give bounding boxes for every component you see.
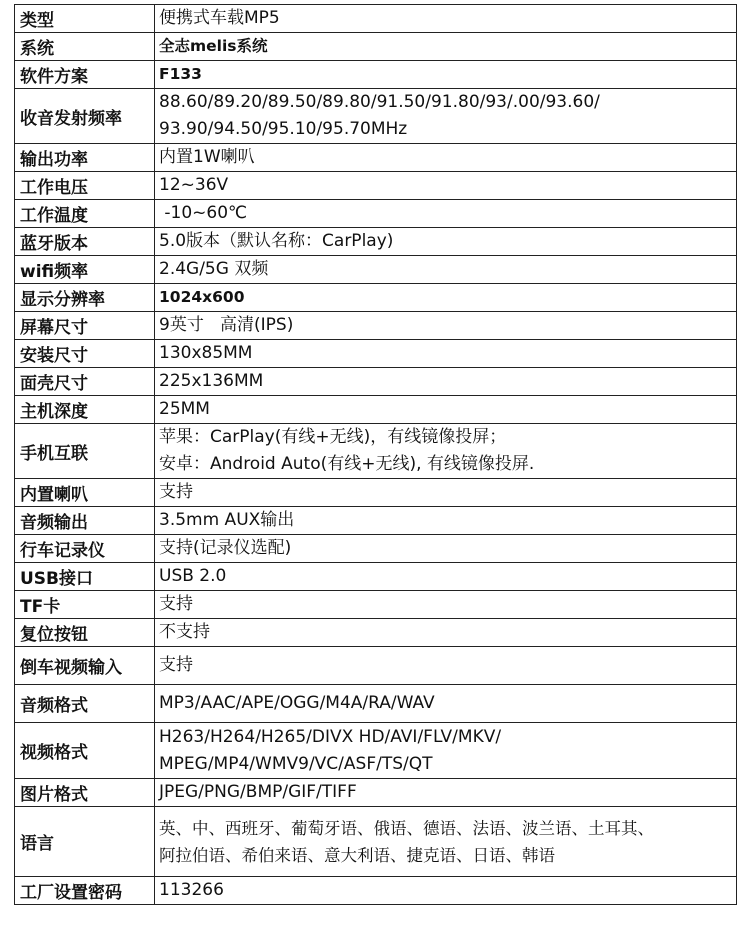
- value-line: 88.60/89.20/89.50/89.80/91.50/91.80/93/.00/93.60/: [159, 92, 600, 112]
- row-value: [155, 89, 737, 144]
- row-value: [155, 312, 737, 340]
- table-row: [15, 424, 737, 479]
- table-row: [15, 647, 737, 685]
- table-row: [15, 340, 737, 368]
- value-line: 9英寸 高清(IPS): [159, 315, 294, 335]
- row-value: [155, 685, 737, 723]
- row-value: [155, 172, 737, 200]
- row-value: [155, 200, 737, 228]
- row-value: [155, 535, 737, 563]
- value-line: 英、中、西班牙、葡萄牙语、俄语、德语、法语、波兰语、土耳其、: [159, 818, 654, 838]
- row-label: TF卡: [15, 591, 155, 619]
- row-label: 倒车视频输入: [15, 647, 155, 685]
- row-label: 显示分辨率: [15, 284, 155, 312]
- table-row: [15, 200, 737, 228]
- value-line: 支持: [159, 594, 193, 614]
- row-label: 视频格式: [15, 723, 155, 779]
- value-line: 支持(记录仪选配): [159, 538, 292, 558]
- value-line: 12~36V: [159, 175, 229, 195]
- table-row: [15, 563, 737, 591]
- row-value: [155, 619, 737, 647]
- row-label: 面壳尺寸: [15, 368, 155, 396]
- row-value: [155, 228, 737, 256]
- row-value: [155, 284, 737, 312]
- table-row: [15, 877, 737, 905]
- row-label: 音频输出: [15, 507, 155, 535]
- row-label: wifi频率: [15, 256, 155, 284]
- row-value: [155, 877, 737, 905]
- row-value: [155, 563, 737, 591]
- row-label: 软件方案: [15, 61, 155, 89]
- table-row: [15, 807, 737, 877]
- value-line: 1024x600: [159, 288, 245, 306]
- spec-table-body: [15, 5, 737, 905]
- value-line: 5.0版本（默认名称：CarPlay): [159, 231, 394, 251]
- value-line: H263/H264/H265/DIVX HD/AVI/FLV/MKV/: [159, 726, 502, 747]
- row-label: 手机互联: [15, 424, 155, 479]
- row-label: 语言: [15, 807, 155, 877]
- row-value: [155, 61, 737, 89]
- row-value: [155, 5, 737, 33]
- row-label: 图片格式: [15, 779, 155, 807]
- row-label: USB接口: [15, 563, 155, 591]
- row-label: 收音发射频率: [15, 89, 155, 144]
- table-row: [15, 172, 737, 200]
- value-line: MP3/AAC/APE/OGG/M4A/RA/WAV: [159, 693, 435, 713]
- table-row: [15, 228, 737, 256]
- row-label: 行车记录仪: [15, 535, 155, 563]
- value-line: 苹果：CarPlay(有线+无线)，有线镜像投屏；: [159, 427, 507, 447]
- table-row: [15, 685, 737, 723]
- row-label: 工作电压: [15, 172, 155, 200]
- row-value: [155, 647, 737, 685]
- value-line: 阿拉伯语、希伯来语、意大利语、捷克语、日语、韩语: [159, 845, 555, 865]
- value-line: 25MM: [159, 399, 210, 419]
- row-label: 工厂设置密码: [15, 877, 155, 905]
- spec-table: [14, 4, 737, 905]
- value-line: 支持: [159, 655, 193, 675]
- row-label: 内置喇叭: [15, 479, 155, 507]
- row-label: 复位按钮: [15, 619, 155, 647]
- value-line: 93.90/94.50/95.10/95.70MHz: [159, 119, 408, 139]
- row-value: [155, 144, 737, 172]
- value-line: 130x85MM: [159, 343, 253, 363]
- row-value: [155, 33, 737, 61]
- table-row: [15, 535, 737, 563]
- row-value: [155, 368, 737, 396]
- row-value: [155, 424, 737, 479]
- row-label: 蓝牙版本: [15, 228, 155, 256]
- row-label: 工作温度: [15, 200, 155, 228]
- table-row: [15, 256, 737, 284]
- value-line: USB 2.0: [159, 566, 227, 586]
- value-line: 便携式车载MP5: [159, 8, 280, 28]
- row-value: [155, 779, 737, 807]
- row-label: 输出功率: [15, 144, 155, 172]
- row-label: 主机深度: [15, 396, 155, 424]
- value-line: 内置1W喇叭: [159, 147, 255, 167]
- table-row: [15, 284, 737, 312]
- row-value: [155, 507, 737, 535]
- value-line: JPEG/PNG/BMP/GIF/TIFF: [159, 782, 357, 802]
- row-label: 类型: [15, 5, 155, 33]
- row-value: [155, 591, 737, 619]
- table-row: [15, 312, 737, 340]
- value-line: F133: [159, 65, 202, 83]
- value-line: 安卓：Android Auto(有线+无线), 有线镜像投屏.: [159, 454, 535, 474]
- value-line: 支持: [159, 482, 193, 502]
- row-value: [155, 396, 737, 424]
- table-row: [15, 591, 737, 619]
- row-value: [155, 723, 737, 779]
- table-row: [15, 89, 737, 144]
- row-value: [155, 340, 737, 368]
- value-line: 113266: [159, 880, 224, 900]
- row-label: 安装尺寸: [15, 340, 155, 368]
- table-row: [15, 368, 737, 396]
- value-line: 2.4G/5G 双频: [159, 259, 269, 279]
- row-value: [155, 256, 737, 284]
- table-row: [15, 61, 737, 89]
- row-label: 音频格式: [15, 685, 155, 723]
- row-label: 系统: [15, 33, 155, 61]
- value-line: -10~60℃: [159, 203, 248, 223]
- table-row: [15, 396, 737, 424]
- value-line: 225x136MM: [159, 371, 264, 391]
- row-value: [155, 479, 737, 507]
- table-row: [15, 144, 737, 172]
- table-row: [15, 5, 737, 33]
- table-row: [15, 479, 737, 507]
- table-row: [15, 779, 737, 807]
- value-line: 不支持: [159, 622, 210, 642]
- value-line: MPEG/MP4/WMV9/VC/ASF/TS/QT: [159, 753, 433, 774]
- table-row: [15, 507, 737, 535]
- table-row: [15, 33, 737, 61]
- value-line: 全志melis系统: [159, 37, 268, 55]
- table-row: [15, 723, 737, 779]
- value-line: 3.5mm AUX输出: [159, 510, 295, 530]
- row-value: [155, 807, 737, 877]
- row-label: 屏幕尺寸: [15, 312, 155, 340]
- table-row: [15, 619, 737, 647]
